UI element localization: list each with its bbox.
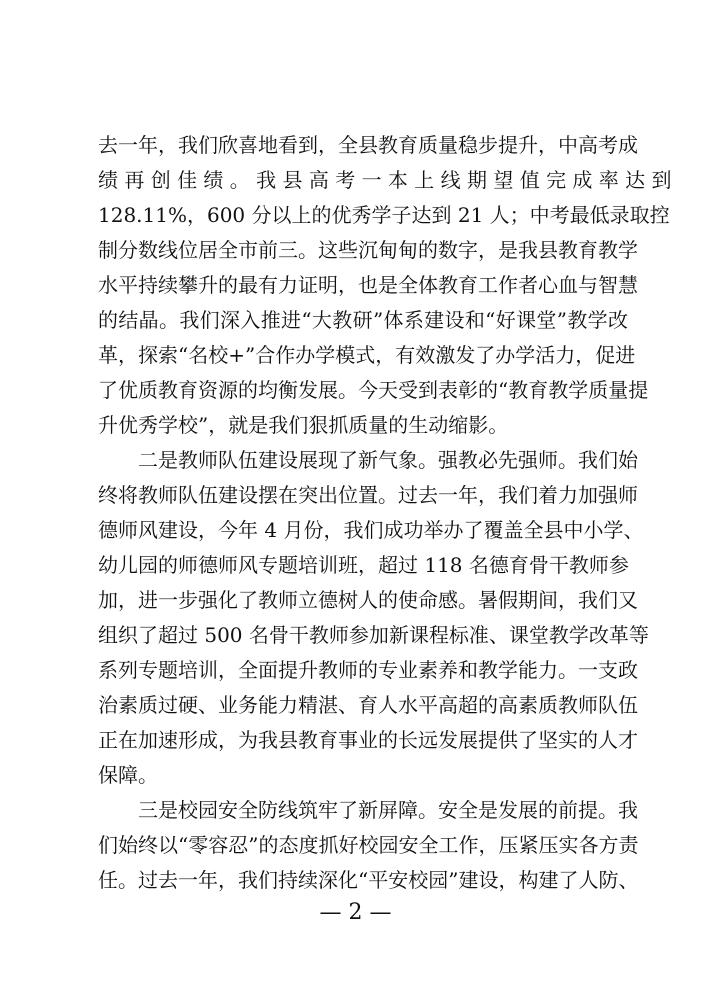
text-line: 们始终以“零容忍”的态度抓好校园安全工作，压紧压实各方责	[98, 833, 639, 857]
paragraph-start-line: 三是校园安全防线筑牢了新屏障。安全是发展的前提。我	[138, 798, 638, 822]
text-line: 绩 再 创 佳 绩 。 我 县 高 考 一 本 上 线 期 望 值 完 成 率 达 到	[98, 168, 672, 192]
text-line: 革，探索“名校+”合作办学模式，有效激发了办学活力，促进	[98, 343, 636, 367]
text-line: 幼儿园的师德师风专题培训班，超过 118 名德育骨干教师参	[98, 553, 629, 577]
text-line: 加，进一步强化了教师立德树人的使命感。暑假期间，我们又	[98, 588, 638, 612]
text-line: 组织了超过 500 名骨干教师参加新课程标准、课堂教学改革等	[98, 623, 649, 647]
text-line: 任。过去一年，我们持续深化“平安校园”建设，构建了人防、	[98, 868, 639, 892]
text-line: 了优质教育资源的均衡发展。今天受到表彰的“教育教学质量提	[98, 378, 649, 402]
text-line: 德师风建设，今年 4 月份，我们成功举办了覆盖全县中小学、	[98, 518, 644, 542]
text-line: 128.11%，600 分以上的优秀学子达到 21 人；中考最低录取控	[98, 203, 670, 227]
text-line: 去一年，我们欣喜地看到，全县教育质量稳步提升，中高考成	[98, 133, 638, 157]
text-line: 治素质过硬、业务能力精湛、育人水平高超的高素质教师队伍	[98, 693, 638, 717]
text-line: 升优秀学校”，就是我们狠抓质量的生动缩影。	[98, 413, 509, 437]
text-line: 正在加速形成，为我县教育事业的长远发展提供了坚实的人才	[98, 728, 638, 752]
body-text	[98, 128, 672, 898]
text-line: 制分数线位居全市前三。这些沉甸甸的数字，是我县教育教学	[98, 238, 638, 262]
text-line: 终将教师队伍建设摆在突出位置。过去一年，我们着力加强师	[98, 483, 638, 507]
text-line: 水平持续攀升的最有力证明，也是全体教育工作者心血与智慧	[98, 273, 638, 297]
page-number: — 2 —	[319, 900, 392, 925]
text-line: 保障。	[98, 763, 158, 787]
paragraph-start-line: 二是教师队伍建设展现了新气象。强教必先强师。我们始	[138, 448, 638, 472]
text-line: 的结晶。我们深入推进“大教研”体系建设和“好课堂”教学改	[98, 308, 628, 332]
text-line: 系列专题培训，全面提升教师的专业素养和教学能力。一支政	[98, 658, 638, 682]
